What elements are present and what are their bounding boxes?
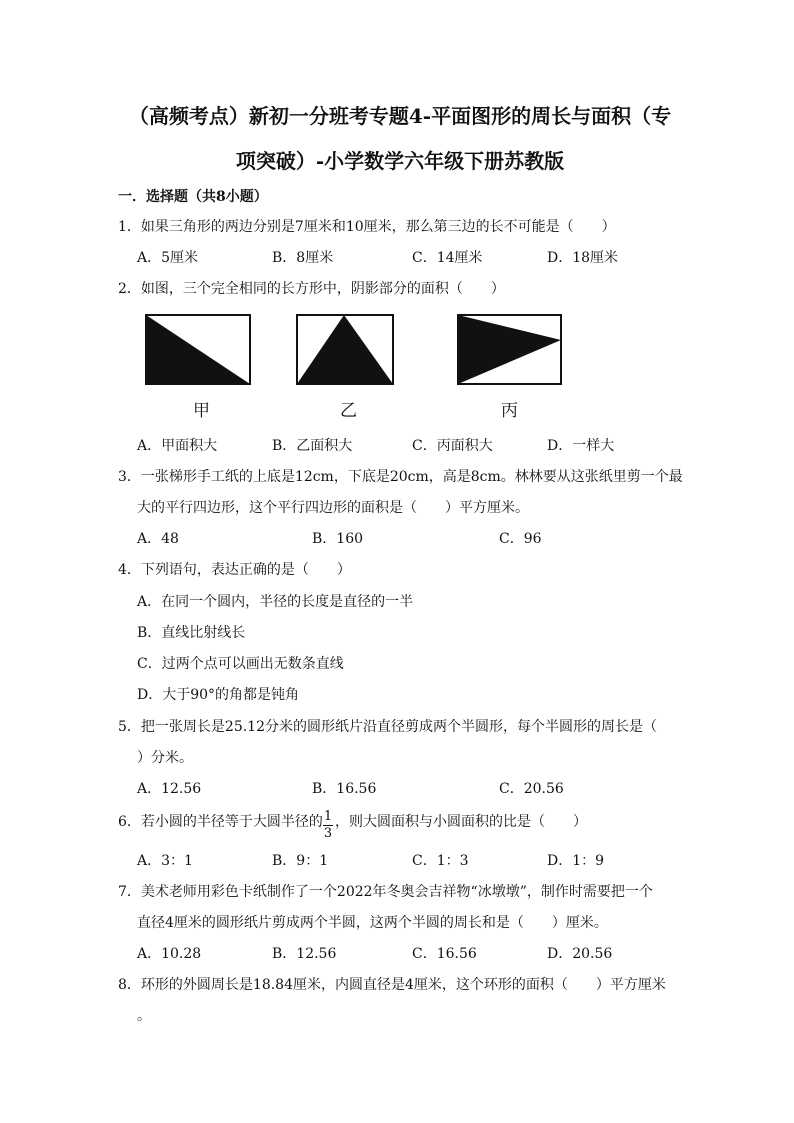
question-4-option-d: D．大于90°的角都是钝角 xyxy=(137,687,300,703)
question-7-option-d: D．20.56 xyxy=(547,946,613,962)
question-6-option-b: B．9：1 xyxy=(272,853,329,869)
figure-label-jia: 甲 xyxy=(193,401,210,421)
question-3-option-c: C．96 xyxy=(499,531,542,547)
question-1-option-b: B．8厘米 xyxy=(272,250,334,266)
question-8-line1: 8．环形的外圆周长是18.84厘米，内圆直径是4厘米，这个环形的面积（ ）平方厘米 xyxy=(118,977,666,993)
question-1-text: 1．如果三角形的两边分别是7厘米和10厘米，那么第三边的长不可能是（ ） xyxy=(118,219,616,235)
question-1-option-a: A．5厘米 xyxy=(137,250,199,266)
question-2-option-d: D．一样大 xyxy=(547,438,615,454)
question-6-fraction xyxy=(323,810,333,840)
question-4-option-a: A．在同一个圆内，半径的长度是直径的一半 xyxy=(137,594,414,610)
question-5-option-c: C．20.56 xyxy=(499,781,564,797)
question-4-option-c: C．过两个点可以画出无数条直线 xyxy=(137,656,344,672)
question-1-option-d: D．18厘米 xyxy=(547,250,619,266)
figure-label-bing: 丙 xyxy=(501,401,518,421)
question-7-option-b: B．12.56 xyxy=(272,946,337,962)
question-2-text: 2．如图，三个完全相同的长方形中，阴影部分的面积（ ） xyxy=(118,281,505,297)
question-3-option-a: A．48 xyxy=(137,531,179,547)
figure-yi xyxy=(296,314,394,385)
page-title-line1: （高频考点）新初一分班考专题4-平面图形的周长与面积（专 xyxy=(128,104,672,128)
question-5-line1: 5．把一张周长是25.12分米的圆形纸片沿直径剪成两个半圆形，每个半圆形的周长是（ xyxy=(118,719,657,735)
question-6-text-before: 6．若小圆的半径等于大圆半径的 xyxy=(118,814,323,830)
question-6-text-after: ，则大圆面积与小圆面积的比是（ ） xyxy=(335,814,587,830)
question-3-option-b: B．160 xyxy=(312,531,364,547)
question-7-option-a: A．10.28 xyxy=(137,946,202,962)
question-7-line2: 直径4厘米的圆形纸片剪成两个半圆，这两个半圆的周长和是（ ）厘米。 xyxy=(137,915,608,931)
question-6-fraction-denominator: 3 xyxy=(323,826,333,841)
question-5-line2: ）分米。 xyxy=(137,750,193,766)
figure-bing xyxy=(457,314,562,385)
figure-jia xyxy=(145,314,251,385)
figure-label-yi: 乙 xyxy=(340,401,357,421)
page-title-line2: 项突破）-小学数学六年级下册苏教版 xyxy=(235,149,565,173)
question-8-line2: 。 xyxy=(137,1008,151,1024)
question-4-option-b: B．直线比射线长 xyxy=(137,625,246,641)
question-3-line1: 3．一张梯形手工纸的上底是12cm，下底是20cm，高是8cm。林林要从这张纸里剪一个最 xyxy=(118,469,683,485)
question-5-option-b: B．16.56 xyxy=(312,781,377,797)
question-7-option-c: C．16.56 xyxy=(412,946,477,962)
question-6-option-a: A．3：1 xyxy=(137,853,193,869)
question-2-option-a: A．甲面积大 xyxy=(137,438,218,454)
question-2-option-b: B．乙面积大 xyxy=(272,438,353,454)
section-heading: 一．选择题（共8小题） xyxy=(118,189,268,205)
question-6-option-d: D．1：9 xyxy=(547,853,605,869)
question-4-text: 4．下列语句，表达正确的是（ ） xyxy=(118,562,351,578)
question-7-line1: 7．美术老师用彩色卡纸制作了一个2022年冬奥会吉祥物“冰墩墩”，制作时需要把一个 xyxy=(118,884,653,900)
question-5-option-a: A．12.56 xyxy=(137,781,202,797)
question-2-option-c: C．丙面积大 xyxy=(412,438,493,454)
question-3-line2: 大的平行四边形，这个平行四边形的面积是（ ）平方厘米。 xyxy=(137,500,529,516)
question-6-fraction-numerator: 1 xyxy=(323,809,333,824)
question-1-option-c: C．14厘米 xyxy=(412,250,483,266)
question-6-option-c: C．1：3 xyxy=(412,853,469,869)
